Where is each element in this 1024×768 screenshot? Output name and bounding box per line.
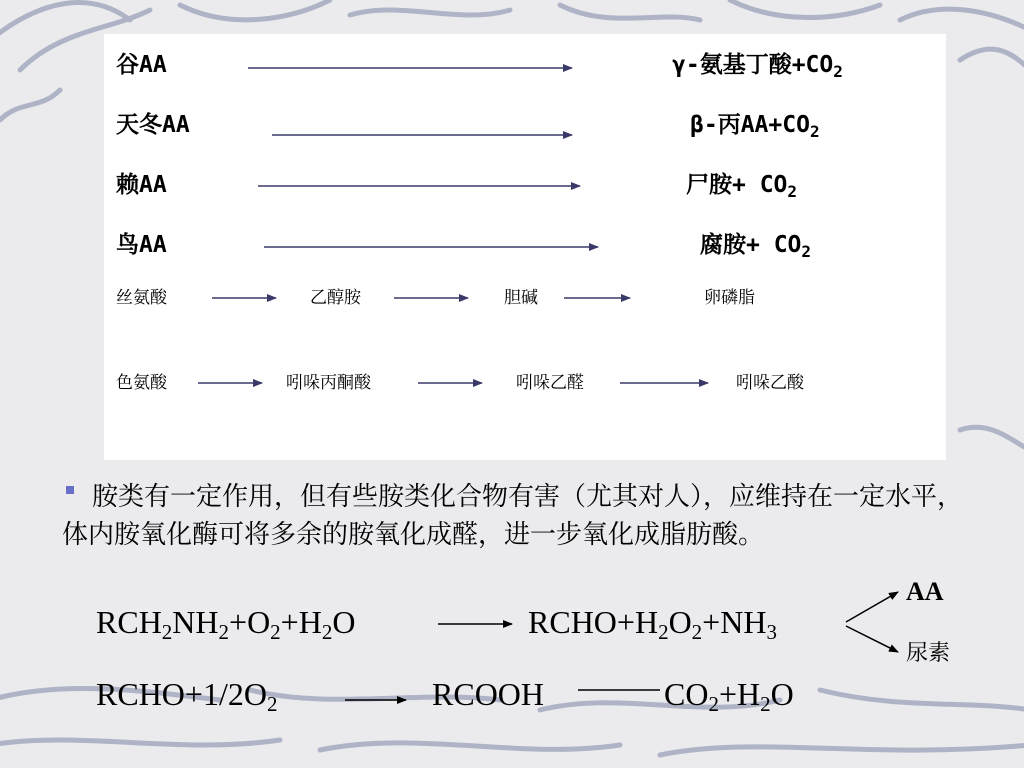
content-panel (104, 34, 946, 460)
reactant-asp: 天冬AA (116, 112, 190, 138)
body-paragraph: 胺类有一定作用，但有些胺类化合物有害（尤其对人），应维持在一定水平，体内胺氧化酶可将多余的胺氧化成醛，进一步氧化成脂肪酸。 (62, 482, 964, 550)
pathway-trp-2: 吲哚乙醛 (516, 373, 584, 393)
pathway-ser-0: 丝氨酸 (116, 288, 167, 308)
reactant-glu: 谷AA (116, 52, 167, 78)
pathway-ser-3: 卵磷脂 (704, 288, 755, 308)
formula2-right: $CO_2+H_2O$ (664, 676, 794, 716)
formula1-left: $RCH_2NH_2+O_2+H_2O$ (96, 604, 356, 644)
pathway-ser-2: 胆碱 (504, 288, 538, 308)
formula1-right: $RCHO+H_2O_2+NH_3$ (528, 604, 777, 644)
reactant-orn: 鸟AA (116, 232, 167, 258)
product-lys: 尸胺+ $CO_2$ (686, 172, 798, 201)
product-asp: β-丙$AA+CO_2$ (690, 112, 820, 141)
product-orn: 腐胺+ $CO_2$ (700, 232, 812, 261)
product-glu: γ-氨基丁酸$+CO_2$ (672, 52, 843, 81)
pathway-trp-1: 吲哚丙酮酸 (286, 373, 371, 393)
branch-product-aa: AA (906, 577, 944, 606)
reactant-lys: 赖AA (116, 172, 167, 198)
pathway-trp-3: 吲哚乙酸 (736, 373, 804, 393)
formula2-middle: RCOOH (432, 676, 545, 712)
formula2-left: $RCHO+1/2O_2$ (96, 676, 278, 716)
branch-product-urea: 尿素 (906, 641, 951, 666)
pathway-ser-1: 乙醇胺 (310, 288, 361, 308)
pathway-trp-0: 色氨酸 (116, 373, 167, 393)
